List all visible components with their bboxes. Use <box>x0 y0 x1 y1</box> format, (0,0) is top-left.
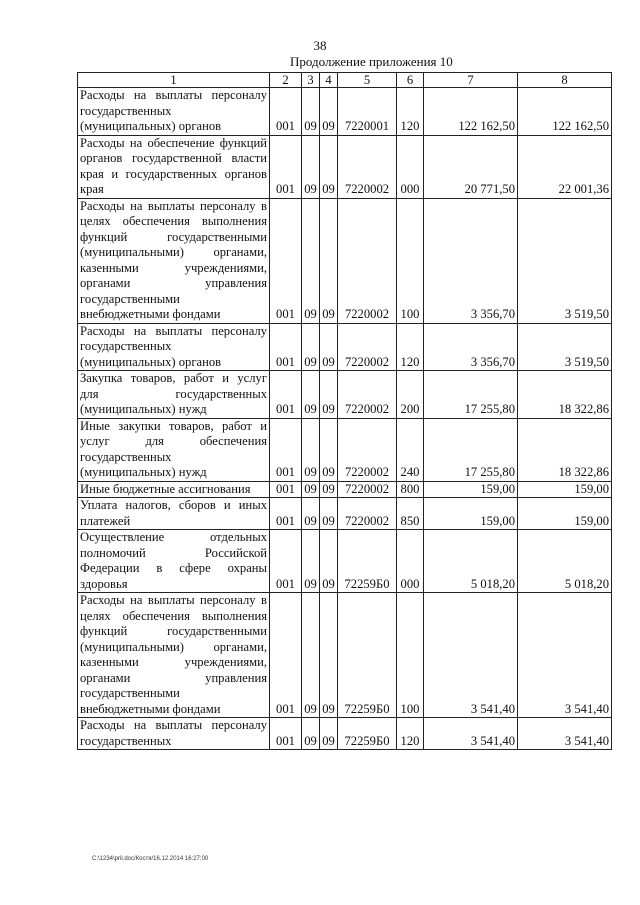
subsection-code-cell: 09 <box>320 418 338 481</box>
expense-type-cell: 000 <box>397 135 424 198</box>
target-article-cell: 7220002 <box>338 198 397 323</box>
expense-type-cell: 100 <box>397 198 424 323</box>
subsection-code-cell: 09 <box>320 198 338 323</box>
amount-year1-cell: 3 356,70 <box>424 198 518 323</box>
section-code-cell: 09 <box>302 198 320 323</box>
ministry-code-cell: 001 <box>270 371 302 419</box>
section-code-cell: 09 <box>302 371 320 419</box>
budget-table <box>77 72 612 750</box>
amount-year1-cell: 17 255,80 <box>424 418 518 481</box>
expense-type-cell: 850 <box>397 498 424 530</box>
ministry-code-cell: 001 <box>270 418 302 481</box>
column-header: 5 <box>338 73 397 88</box>
column-header: 8 <box>518 73 612 88</box>
expense-name-cell: Иные бюджетные ассигнования <box>78 481 270 498</box>
expense-name-cell: Иные закупки товаров, работ и услуг для обеспечения государственных (муниципальных) нужд <box>78 418 270 481</box>
amount-year2-cell: 5 018,20 <box>518 530 612 593</box>
amount-year1-cell: 122 162,50 <box>424 88 518 136</box>
section-code-cell: 09 <box>302 323 320 371</box>
expense-type-cell: 120 <box>397 88 424 136</box>
section-code-cell: 09 <box>302 498 320 530</box>
target-article-cell: 72259Б0 <box>338 718 397 750</box>
table-row <box>78 371 612 419</box>
amount-year1-cell: 3 541,40 <box>424 718 518 750</box>
subsection-code-cell: 09 <box>320 135 338 198</box>
expense-name-cell: Осуществление отдельных полномочий Российской Федерации в сфере охраны здоровья <box>78 530 270 593</box>
amount-year2-cell: 159,00 <box>518 498 612 530</box>
table-row <box>78 418 612 481</box>
expense-name-cell: Расходы на выплаты персоналу в целях обеспечения выполнения функций государственными (муниципальными) органами, казенными учреждениями, органами управления государственными внебюджетными фондами <box>78 198 270 323</box>
subsection-code-cell: 09 <box>320 498 338 530</box>
target-article-cell: 72259Б0 <box>338 593 397 718</box>
expense-name-cell: Расходы на выплаты персоналу государственных (муниципальных) органов <box>78 88 270 136</box>
amount-year2-cell: 159,00 <box>518 481 612 498</box>
ministry-code-cell: 001 <box>270 593 302 718</box>
expense-name-cell: Расходы на выплаты персоналу государственных <box>78 718 270 750</box>
target-article-cell: 7220002 <box>338 135 397 198</box>
table-row <box>78 718 612 750</box>
amount-year1-cell: 3 541,40 <box>424 593 518 718</box>
amount-year2-cell: 3 541,40 <box>518 593 612 718</box>
amount-year1-cell: 5 018,20 <box>424 530 518 593</box>
ministry-code-cell: 001 <box>270 718 302 750</box>
table-row <box>78 498 612 530</box>
amount-year1-cell: 159,00 <box>424 498 518 530</box>
column-header: 1 <box>78 73 270 88</box>
amount-year2-cell: 22 001,36 <box>518 135 612 198</box>
target-article-cell: 7220002 <box>338 371 397 419</box>
expense-type-cell: 000 <box>397 530 424 593</box>
amount-year2-cell: 122 162,50 <box>518 88 612 136</box>
amount-year2-cell: 3 541,40 <box>518 718 612 750</box>
target-article-cell: 7220002 <box>338 418 397 481</box>
table-row <box>78 198 612 323</box>
table-row <box>78 323 612 371</box>
expense-name-cell: Расходы на выплаты персоналу государственных (муниципальных) органов <box>78 323 270 371</box>
page-number: 38 <box>313 38 327 53</box>
ministry-code-cell: 001 <box>270 530 302 593</box>
section-code-cell: 09 <box>302 718 320 750</box>
ministry-code-cell: 001 <box>270 198 302 323</box>
target-article-cell: 7220001 <box>338 88 397 136</box>
amount-year2-cell: 18 322,86 <box>518 418 612 481</box>
amount-year2-cell: 18 322,86 <box>518 371 612 419</box>
expense-type-cell: 200 <box>397 371 424 419</box>
column-header: 3 <box>302 73 320 88</box>
ministry-code-cell: 001 <box>270 481 302 498</box>
amount-year1-cell: 20 771,50 <box>424 135 518 198</box>
expense-name-cell: Уплата налогов, сборов и иных платежей <box>78 498 270 530</box>
table-row <box>78 481 612 498</box>
subsection-code-cell: 09 <box>320 323 338 371</box>
subsection-code-cell: 09 <box>320 88 338 136</box>
subsection-code-cell: 09 <box>320 593 338 718</box>
amount-year1-cell: 17 255,80 <box>424 371 518 419</box>
table-header-row <box>78 73 612 88</box>
file-path-footer: C:\1234\pril.doc/Костя/16.12.2014 16:27:00 <box>92 856 209 862</box>
expense-type-cell: 120 <box>397 323 424 371</box>
expense-type-cell: 100 <box>397 593 424 718</box>
table-row <box>78 135 612 198</box>
ministry-code-cell: 001 <box>270 323 302 371</box>
section-code-cell: 09 <box>302 481 320 498</box>
amount-year2-cell: 3 519,50 <box>518 323 612 371</box>
expense-name-cell: Расходы на выплаты персоналу в целях обеспечения выполнения функций государственными (муниципальными) органами, казенными учреждениями, органами управления государственными внебюджетными фондами <box>78 593 270 718</box>
table-row <box>78 593 612 718</box>
section-code-cell: 09 <box>302 530 320 593</box>
target-article-cell: 7220002 <box>338 481 397 498</box>
ministry-code-cell: 001 <box>270 135 302 198</box>
section-code-cell: 09 <box>302 135 320 198</box>
subsection-code-cell: 09 <box>320 481 338 498</box>
amount-year1-cell: 3 356,70 <box>424 323 518 371</box>
ministry-code-cell: 001 <box>270 88 302 136</box>
target-article-cell: 7220002 <box>338 323 397 371</box>
expense-name-cell: Расходы на обеспечение функций органов государственной власти края и государственных органов края <box>78 135 270 198</box>
table-row <box>78 530 612 593</box>
continuation-title: Продолжение приложения 10 <box>290 54 453 69</box>
subsection-code-cell: 09 <box>320 371 338 419</box>
column-header: 4 <box>320 73 338 88</box>
expense-type-cell: 800 <box>397 481 424 498</box>
section-code-cell: 09 <box>302 593 320 718</box>
amount-year1-cell: 159,00 <box>424 481 518 498</box>
section-code-cell: 09 <box>302 88 320 136</box>
column-header: 7 <box>424 73 518 88</box>
section-code-cell: 09 <box>302 418 320 481</box>
column-header: 2 <box>270 73 302 88</box>
subsection-code-cell: 09 <box>320 718 338 750</box>
target-article-cell: 72259Б0 <box>338 530 397 593</box>
expense-type-cell: 240 <box>397 418 424 481</box>
ministry-code-cell: 001 <box>270 498 302 530</box>
expense-name-cell: Закупка товаров, работ и услуг для государственных (муниципальных) нужд <box>78 371 270 419</box>
column-header: 6 <box>397 73 424 88</box>
amount-year2-cell: 3 519,50 <box>518 198 612 323</box>
subsection-code-cell: 09 <box>320 530 338 593</box>
table-row <box>78 88 612 136</box>
expense-type-cell: 120 <box>397 718 424 750</box>
target-article-cell: 7220002 <box>338 498 397 530</box>
